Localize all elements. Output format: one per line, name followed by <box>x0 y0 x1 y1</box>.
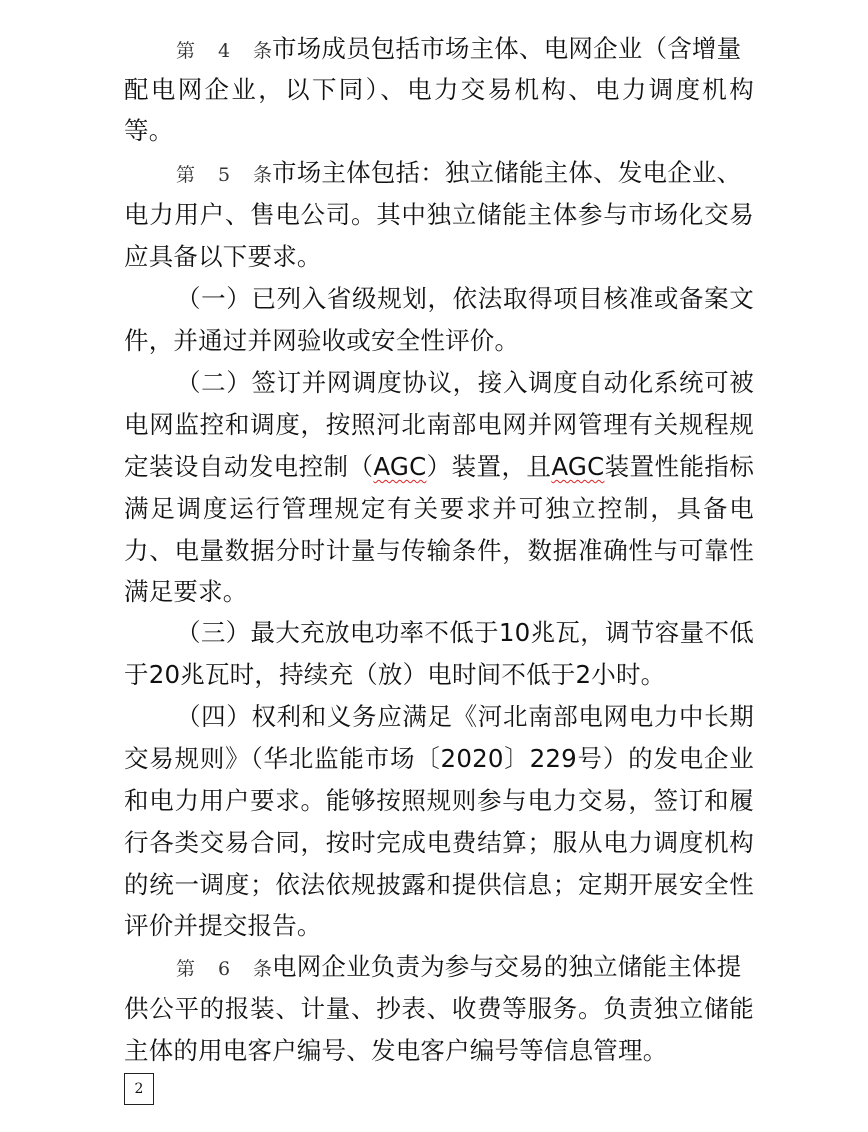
item-2-line-1: （二）签订并网调度协议，接入调度自动化系统可被 <box>176 368 754 397</box>
article-6-label: 第6条 <box>176 958 272 980</box>
page-number: 2 <box>124 1073 154 1105</box>
article-5-line-3: 应具备以下要求。 <box>124 242 322 271</box>
item-2-line-3-part: ）装置，且 <box>426 452 552 481</box>
item-4-line-4: 行各类交易合同，按时完成电费结算；服从电力调度机构 <box>124 828 754 857</box>
item-1-line-2: 件，并通过并网验收或安全性评价。 <box>124 326 520 355</box>
article-5-line-1 <box>176 152 754 196</box>
item-2-line-4: 满足调度运行管理规定有关要求并可独立控制，具备电 <box>124 494 754 523</box>
article-4-line-1 <box>176 28 754 72</box>
article-5-line-2: 电力用户、售电公司。其中独立储能主体参与市场化交易 <box>124 200 754 229</box>
agc-term: AGC <box>373 452 427 481</box>
item-4-line-6: 评价并提交报告。 <box>124 911 322 940</box>
article-6-line-3: 主体的用电客户编号、发电客户编号等信息管理。 <box>124 1036 668 1065</box>
item-4-line-2: 交易规则》（华北监能市场〔2020〕229号）的发电企业 <box>124 744 754 773</box>
article-4-label: 第4条 <box>176 40 272 62</box>
item-2-line-5: 力、电量数据分时计量与传输条件，数据准确性与可靠性 <box>124 536 754 565</box>
item-3-line-1: （三）最大充放电功率不低于10兆瓦，调节容量不低 <box>176 618 754 647</box>
article-6-text: 电网企业负责为参与交易的独立储能主体提 <box>272 952 742 981</box>
item-4-line-1: （四）权利和义务应满足《河北南部电网电力中长期 <box>176 702 754 731</box>
item-2-line-2: 电网监控和调度，按照河北南部电网并网管理有关规程规 <box>124 410 754 439</box>
article-5-label: 第5条 <box>176 164 272 186</box>
item-1-line-1: （一）已列入省级规划，依法取得项目核准或备案文 <box>176 284 754 313</box>
item-2-line-3-part: 装置性能指标 <box>604 452 755 481</box>
item-3-line-2: 于20兆瓦时，持续充（放）电时间不低于2小时。 <box>124 660 666 689</box>
article-6-line-2: 供公平的报装、计量、抄表、收费等服务。负责独立储能 <box>124 994 754 1023</box>
item-4-line-3: 和电力用户要求。能够按照规则参与电力交易，签订和履 <box>124 786 754 815</box>
item-4-line-5: 的统一调度；依法依规披露和提供信息；定期开展安全性 <box>124 870 754 899</box>
article-4-line-3: 等。 <box>124 116 174 145</box>
article-4-line-2: 配电网企业，以下同）、电力交易机构、电力调度机构 <box>124 75 754 104</box>
article-6-line-1 <box>176 946 754 990</box>
item-2-line-6: 满足要求。 <box>124 577 248 606</box>
item-2-line-3-part: 定装设自动发电控制（ <box>124 452 374 481</box>
article-5-text: 市场主体包括：独立储能主体、发电企业、 <box>272 158 742 187</box>
agc-term: AGC <box>551 452 605 481</box>
item-2-line-3 <box>124 446 754 487</box>
article-4-text: 市场成员包括市场主体、电网企业（含增量 <box>272 34 742 63</box>
